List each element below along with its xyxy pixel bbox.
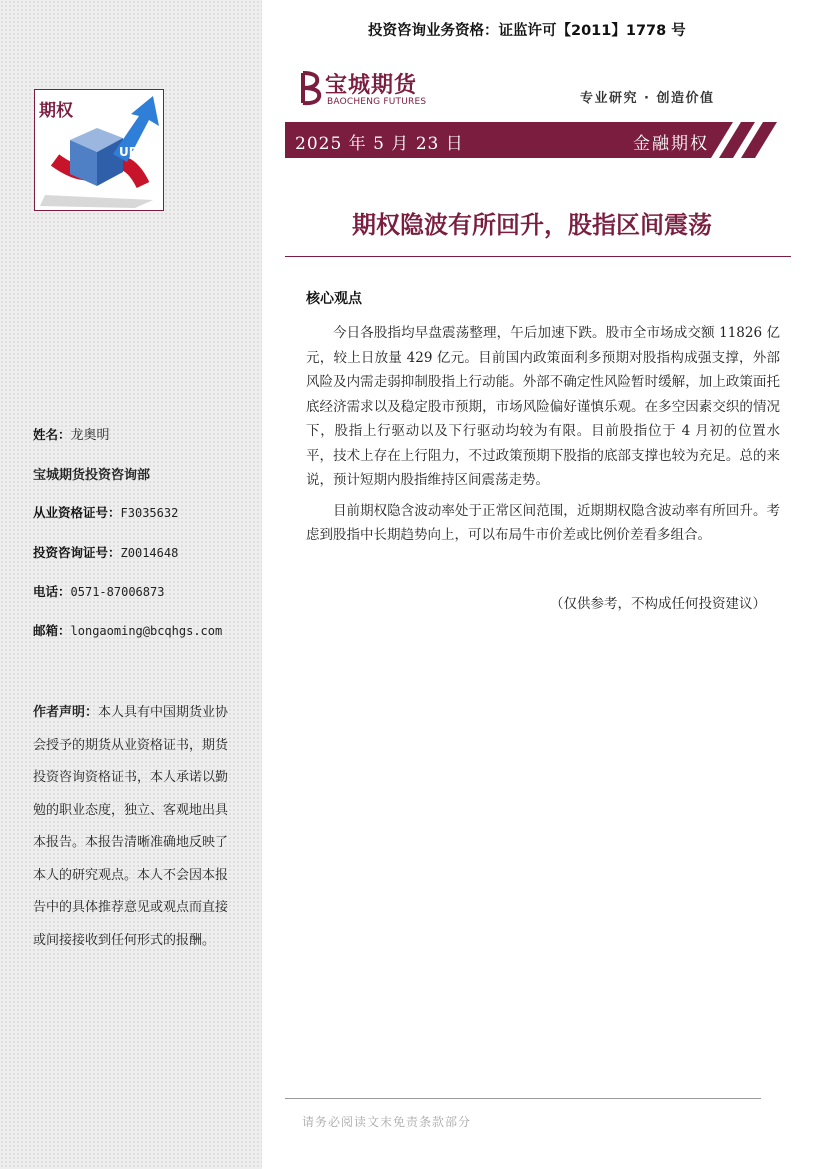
section-heading: 核心观点 [306,291,362,307]
footer-divider [285,1098,761,1099]
author-dept-row [33,464,150,483]
author-phone-row [33,582,164,600]
title-divider [285,256,791,257]
paragraph: 目前期权隐含波动率处于正常区间范围，近期期权隐含波动率有所回升。考虑到股指中长期趋势向上，可以布局牛市价差或比例价差看多组合。 [306,502,780,543]
author-name-row [33,424,110,443]
author-phone-label: 电话： [33,584,71,599]
author-advisory-row [33,543,178,561]
report-date: 2025 年 5 月 23 日 [295,134,464,154]
author-advisory-label: 投资咨询证号： [33,545,121,560]
author-statement-text: 本人具有中国期货业协会授予的期货从业资格证书，期货投资咨询资格证书，本人承诺以勤勉的职业态度，独立、客观地出具本报告。本报告清晰准确地反映了本人的研究观点。本人不会因本报告中的具体推荐意见或观点而直接或间接接收到任何形式的报酬。 [33,705,229,948]
footer-note: 请务必阅读文末免责条款部分 [302,1115,472,1129]
cover-tag: 期权 [39,101,73,121]
logo-english: BAOCHENG FUTURES [327,97,427,107]
author-license: F3035632 [120,506,179,520]
cover-image [34,89,164,211]
sidebar [0,0,262,1169]
author-email-row [33,621,222,639]
author-statement-label: 作者声明： [33,705,99,720]
report-title: 期权隐波有所回升，股指区间震荡 [352,211,712,239]
company-logo [297,70,437,110]
paragraph: 今日各股指均早盘震荡整理，午后加速下跌。股市全市场成交额 11826 亿元，较上日放量 429 亿元。目前国内政策面利多预期对股指构成强支撑，外部风险及内需走弱抑制股指上行动能。外部不确定性风险暂时缓解，加上政策面托底经济需求以及稳定股市预期，市场风险偏好谨慎乐观。在多空因素交织的情况下，股指上行驱动以及下行驱动均较为有限。目前股指位于 4 月初的位置水平，技术上存在上行阻力，不过政策预期下股指的底部支撑也较为充足。总的来说，预计短期内股指维持区间震荡走势。 [306,325,780,488]
author-email-label: 邮箱： [33,623,71,638]
slogan: 专业研究 · 创造价值 [580,91,715,106]
author-license-row [33,503,178,521]
author-dept: 宝城期货投资咨询部 [33,468,151,483]
author-name: 龙奥明 [70,428,110,443]
svg-text:UP: UP [119,145,138,159]
report-category: 金融期权 [633,134,709,154]
author-advisory: Z0014648 [120,546,179,560]
date-banner [285,122,785,158]
logo-mark-icon [297,70,323,106]
author-phone: 0571-87006873 [70,585,165,599]
author-name-label: 姓名： [33,427,71,442]
author-email[interactable]: longaoming@bcqhgs.com [70,624,223,638]
report-body [306,321,780,554]
license-header: 投资咨询业务资格：证监许可【2011】1778 号 [368,23,686,39]
disclaimer: （仅供参考，不构成任何投资建议） [550,596,766,612]
author-license-label: 从业资格证号： [33,505,121,520]
logo-chinese: 宝城期货 [325,72,418,98]
author-statement [33,697,229,957]
